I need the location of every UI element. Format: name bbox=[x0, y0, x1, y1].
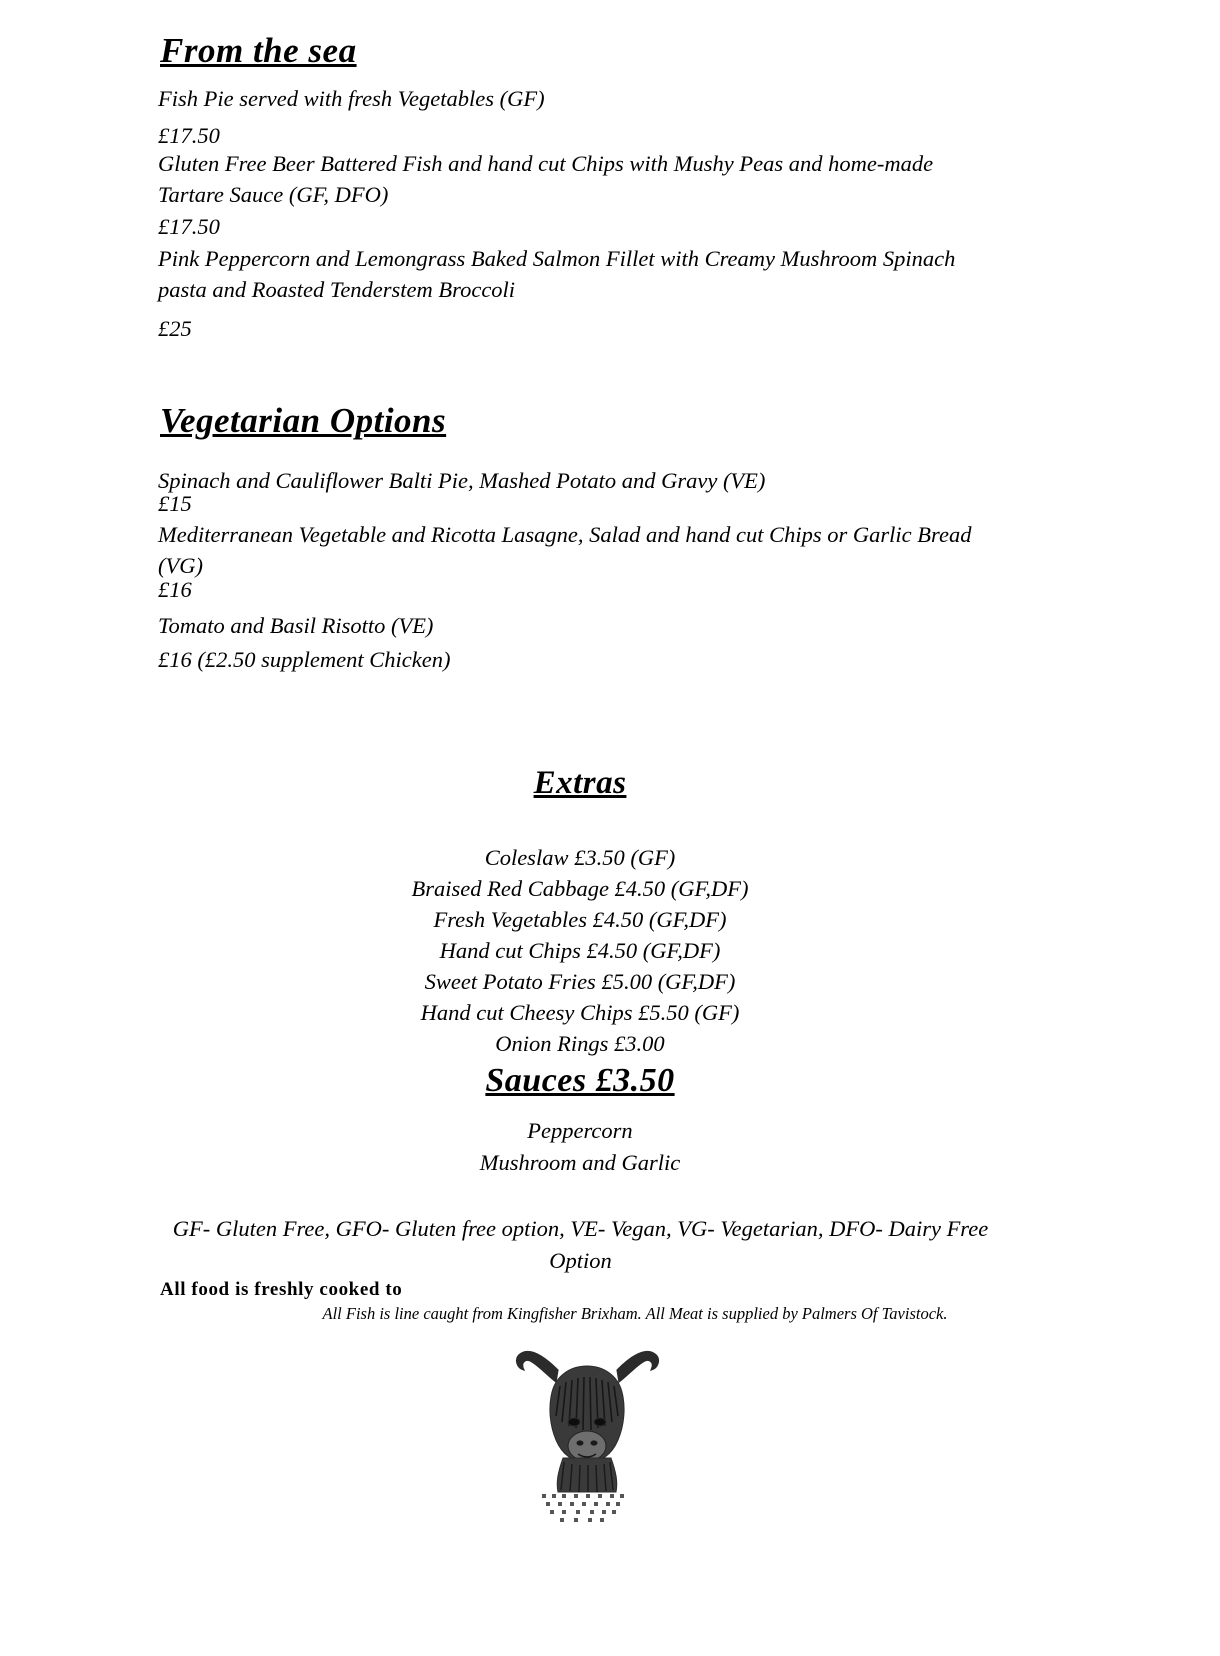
menu-item-price: £17.50 bbox=[158, 214, 220, 239]
sauce-item: Mushroom and Garlic bbox=[479, 1150, 681, 1175]
extras-item: Hand cut Cheesy Chips £5.50 (GF) bbox=[420, 1000, 740, 1025]
freshly-cooked-note: All food is freshly cooked to bbox=[160, 1279, 403, 1300]
menu-item-price: £15 bbox=[158, 491, 192, 516]
section-heading-vegetarian-options: Vegetarian Options bbox=[160, 401, 447, 440]
extras-item: Onion Rings £3.00 bbox=[495, 1031, 665, 1056]
menu-item-price: £16 (£2.50 supplement Chicken) bbox=[158, 647, 451, 672]
menu-item-name: Gluten Free Beer Battered Fish and hand cut Chips with Mushy Peas and home-made Tartare Sauce (GF, DFO) bbox=[158, 151, 934, 207]
highland-cow-logo bbox=[500, 1330, 675, 1530]
highland-cow-icon bbox=[500, 1330, 675, 1530]
extras-item: Coleslaw £3.50 (GF) bbox=[484, 845, 676, 870]
section-heading-from-the-sea: From the sea bbox=[160, 31, 357, 70]
menu-item-name: Fish Pie served with fresh Vegetables (GF) bbox=[158, 86, 545, 111]
menu-item-price: £16 bbox=[158, 577, 192, 602]
allergen-key-text: GF- Gluten Free, GFO- Gluten free option, VE- Vegan, VG- Vegetarian, DFO- Dairy Free Option bbox=[172, 1216, 989, 1273]
menu-item-name: Mediterranean Vegetable and Ricotta Lasagne, Salad and hand cut Chips or Garlic Bread (VG) bbox=[158, 522, 972, 578]
extras-item: Hand cut Chips £4.50 (GF,DF) bbox=[439, 938, 721, 963]
sourcing-note: All Fish is line caught from Kingfisher Brixham. All Meat is supplied by Palmers Of Tavistock. bbox=[322, 1304, 948, 1323]
extras-item: Fresh Vegetables £4.50 (GF,DF) bbox=[433, 907, 727, 932]
menu-item-price: £17.50 bbox=[158, 123, 220, 148]
extras-item: Braised Red Cabbage £4.50 (GF,DF) bbox=[411, 876, 749, 901]
menu-item-name: Spinach and Cauliflower Balti Pie, Mashed Potato and Gravy (VE) bbox=[158, 468, 766, 493]
menu-item-name: Pink Peppercorn and Lemongrass Baked Salmon Fillet with Creamy Mushroom Spinach pasta and Roasted Tenderstem Broccoli bbox=[158, 246, 956, 302]
section-heading-extras: Extras bbox=[533, 765, 627, 801]
extras-item: Sweet Potato Fries £5.00 (GF,DF) bbox=[424, 969, 736, 994]
sauce-item: Peppercorn bbox=[527, 1118, 633, 1143]
menu-item-name: Tomato and Basil Risotto (VE) bbox=[158, 613, 434, 638]
section-heading-sauces: Sauces £3.50 bbox=[485, 1062, 675, 1099]
menu-item-price: £25 bbox=[158, 316, 192, 341]
